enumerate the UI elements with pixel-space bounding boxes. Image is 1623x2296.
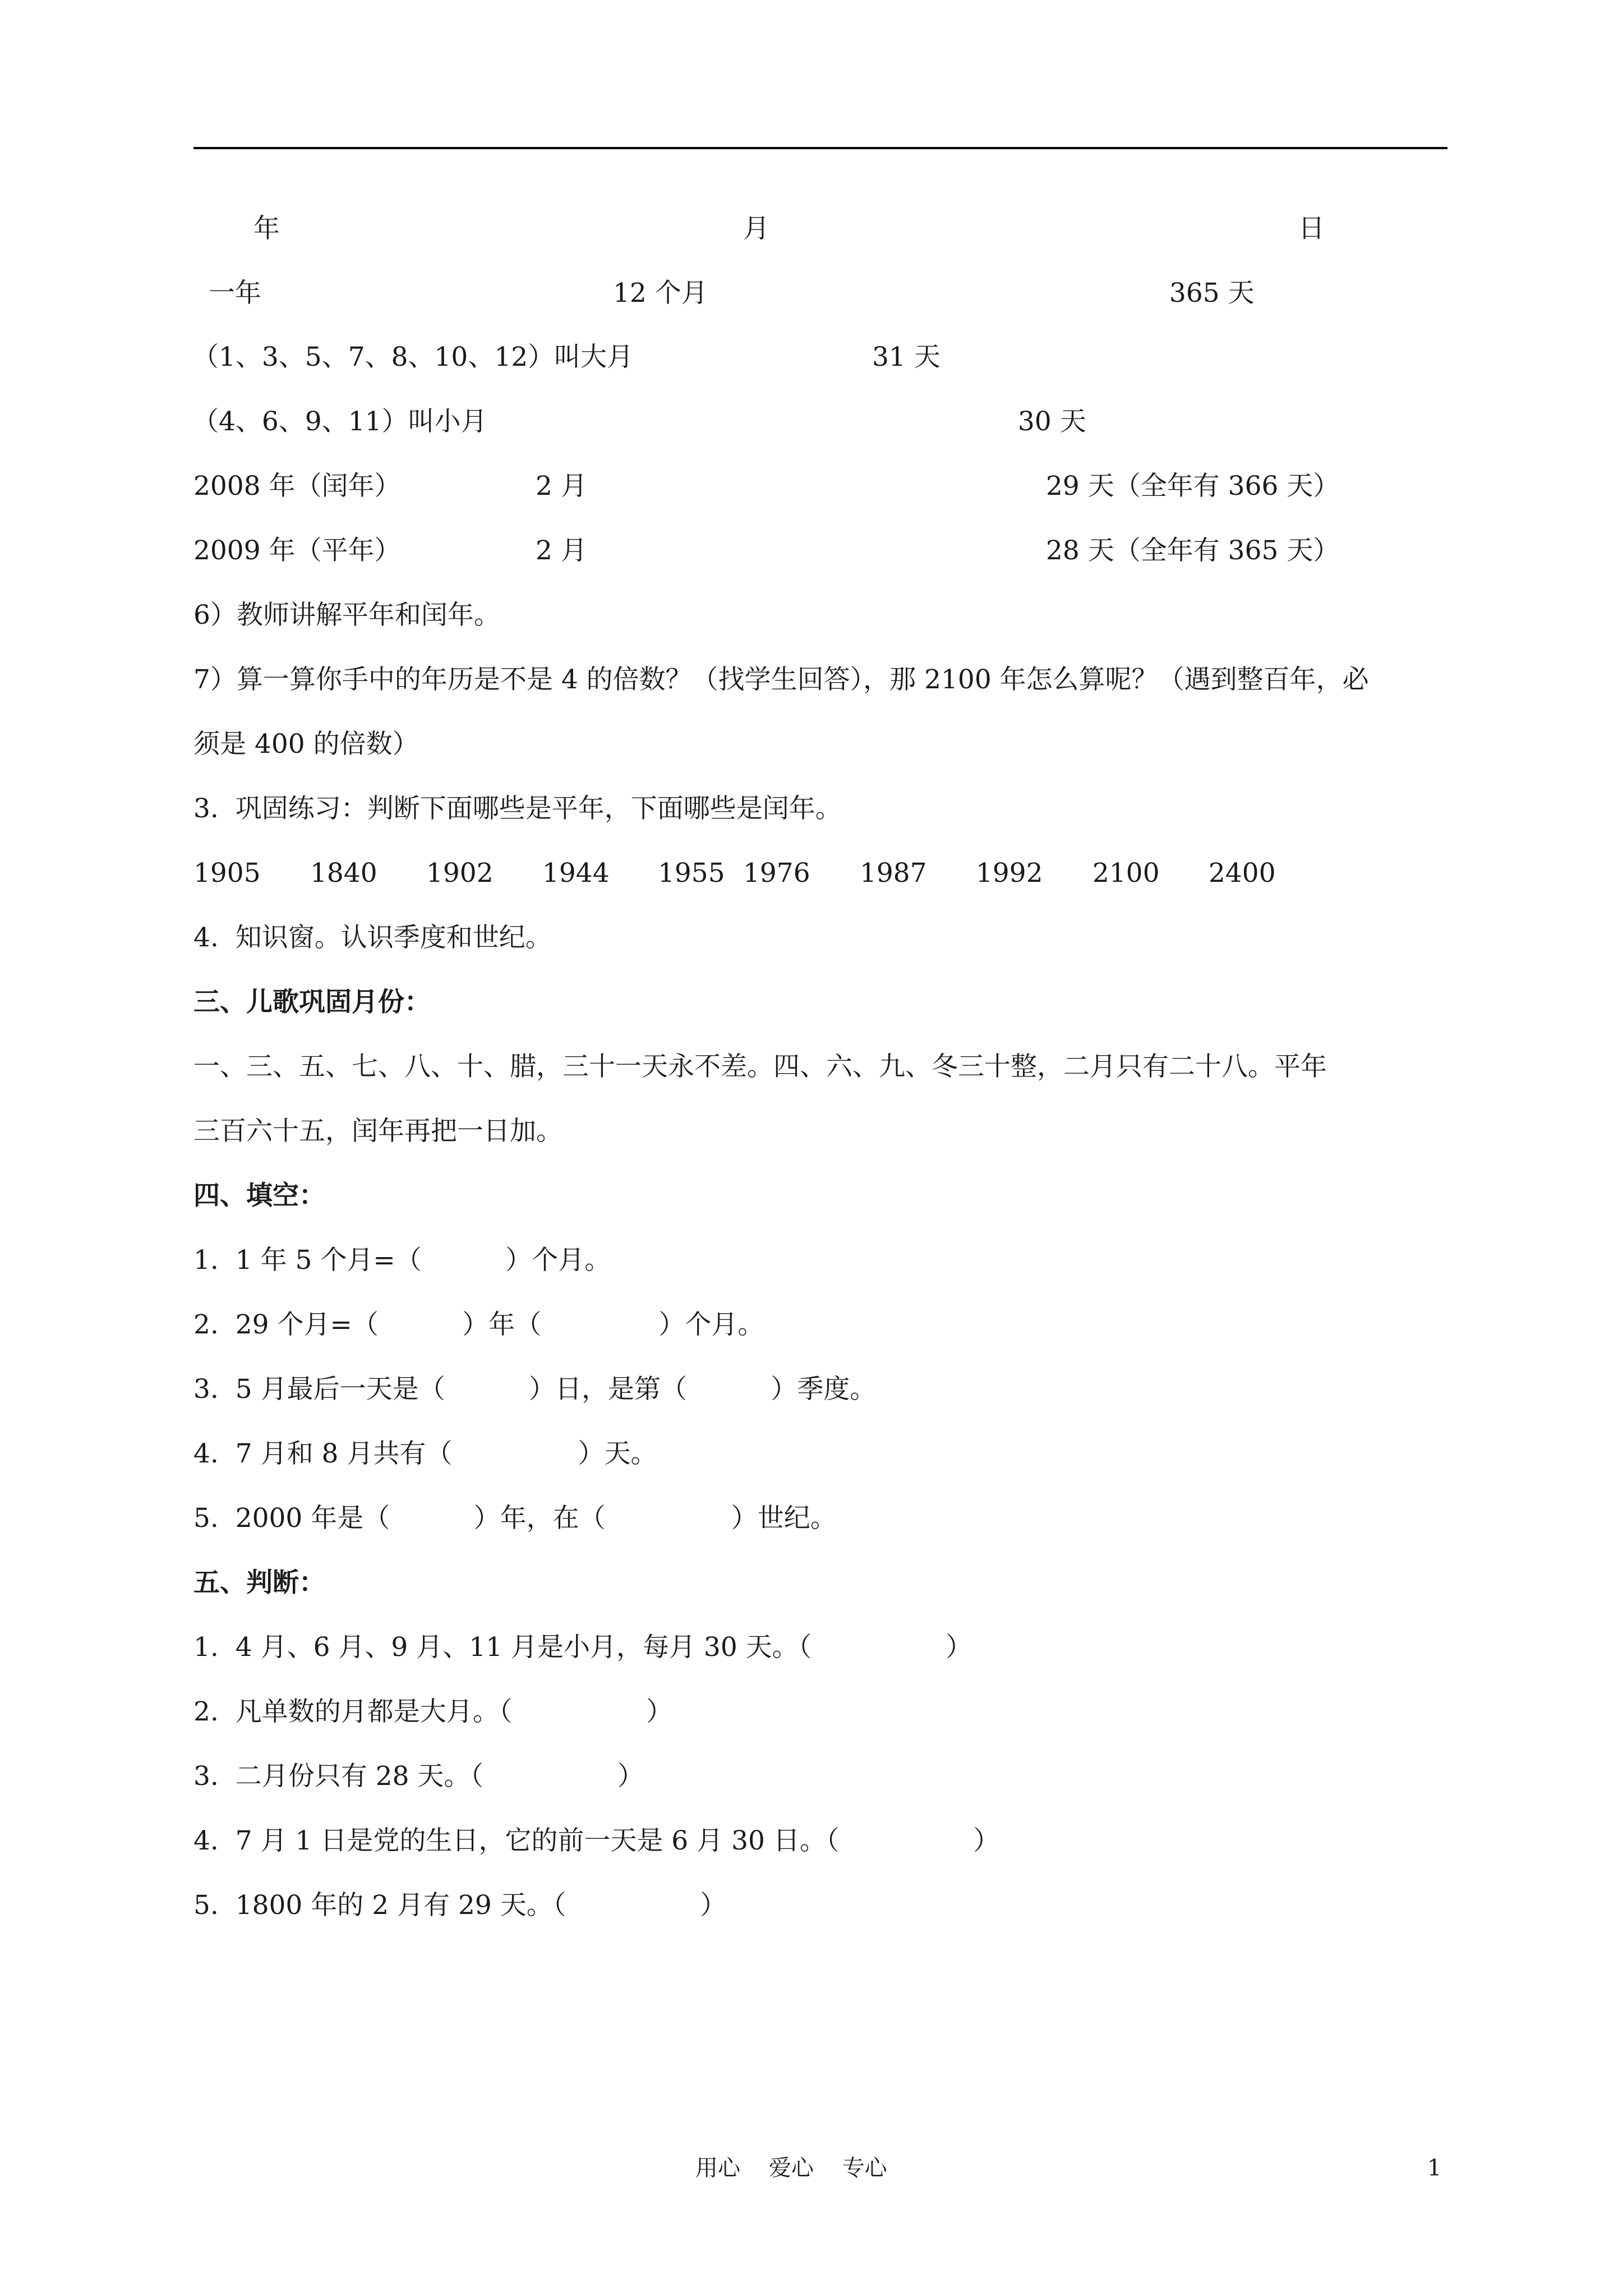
- section-3-heading: 三、儿歌巩固月份：: [193, 987, 431, 1018]
- year-item: 1905: [193, 858, 261, 889]
- judge-item: 5. 1800 年的 2 月有 29 天。（ ）: [193, 1890, 727, 1921]
- practice-title: 3. 巩固练习：判断下面哪些是平年，下面哪些是闰年。: [193, 793, 842, 824]
- fill-item: 4. 7 月和 8 月共有（ ）天。: [193, 1438, 657, 1469]
- table-cell: 365 天: [1169, 278, 1255, 309]
- table-cell: 12 个月: [613, 278, 708, 309]
- header-rule: [193, 147, 1447, 149]
- rhyme-line-1: 一、三、五、七、八、十、腊，三十一天永不差。四、六、九、冬三十整，二月只有二十八。平年: [193, 1051, 1327, 1082]
- year-item: 1987: [860, 858, 927, 889]
- year-item: 2400: [1209, 858, 1276, 889]
- year-item: 1944: [542, 858, 610, 889]
- item-7-line-2: 须是 400 的倍数）: [193, 729, 419, 760]
- year-item: 1992: [976, 858, 1043, 889]
- table-cell: 29 天（全年有 366 天）: [1046, 471, 1340, 501]
- table-header-day: 日: [1298, 213, 1325, 244]
- judge-item: 1. 4 月、6 月、9 月、11 月是小月，每月 30 天。（ ）: [193, 1632, 972, 1663]
- fill-item: 3. 5 月最后一天是（ ）日，是第（ ）季度。: [193, 1374, 877, 1405]
- item-6: 6）教师讲解平年和闰年。: [193, 600, 500, 631]
- table-cell: 2008 年（闰年）: [193, 471, 401, 501]
- year-item: 1902: [426, 858, 494, 889]
- table-cell: 28 天（全年有 365 天）: [1046, 535, 1340, 566]
- table-header-year: 年: [253, 213, 280, 244]
- table-header-month: 月: [743, 213, 769, 244]
- table-cell: 30 天: [1018, 406, 1086, 437]
- year-item: 1976: [743, 858, 810, 889]
- table-cell: 2 月: [536, 535, 587, 566]
- section-5-heading: 五、判断：: [193, 1567, 325, 1598]
- section-4-heading: 四、填空：: [193, 1180, 325, 1211]
- year-item: 2100: [1092, 858, 1160, 889]
- table-cell: （1、3、5、7、8、10、12）叫大月: [192, 342, 634, 372]
- fill-item: 5. 2000 年是（ ）年，在（ ）世纪。: [193, 1503, 837, 1534]
- fill-item: 2. 29 个月=（ ）年（ ）个月。: [193, 1309, 764, 1340]
- year-item: 1955: [658, 858, 725, 889]
- page-number: 1: [1427, 2155, 1442, 2181]
- year-item: 1840: [310, 858, 377, 889]
- judge-item: 3. 二月份只有 28 天。（ ）: [193, 1761, 644, 1792]
- table-cell: 2 月: [536, 471, 587, 501]
- knowledge-window: 4. 知识窗。认识季度和世纪。: [193, 922, 552, 953]
- judge-item: 2. 凡单数的月都是大月。（ ）: [193, 1696, 673, 1727]
- table-cell: （4、6、9、11）叫小月: [192, 406, 487, 437]
- table-cell: 31 天: [872, 342, 940, 372]
- rhyme-line-2: 三百六十五，闰年再把一日加。: [193, 1116, 562, 1147]
- item-7-line-1: 7）算一算你手中的年历是不是 4 的倍数？（找学生回答），那 2100 年怎么算呢？（遇到整百年，必: [193, 664, 1369, 695]
- table-cell: 2009 年（平年）: [193, 535, 401, 566]
- footer-motto: 用心 爱心 专心: [695, 2155, 887, 2181]
- table-cell: 一年: [209, 278, 261, 309]
- judge-item: 4. 7 月 1 日是党的生日，它的前一天是 6 月 30 日。（ ）: [193, 1825, 1000, 1856]
- fill-item: 1. 1 年 5 个月=（ ）个月。: [193, 1245, 611, 1276]
